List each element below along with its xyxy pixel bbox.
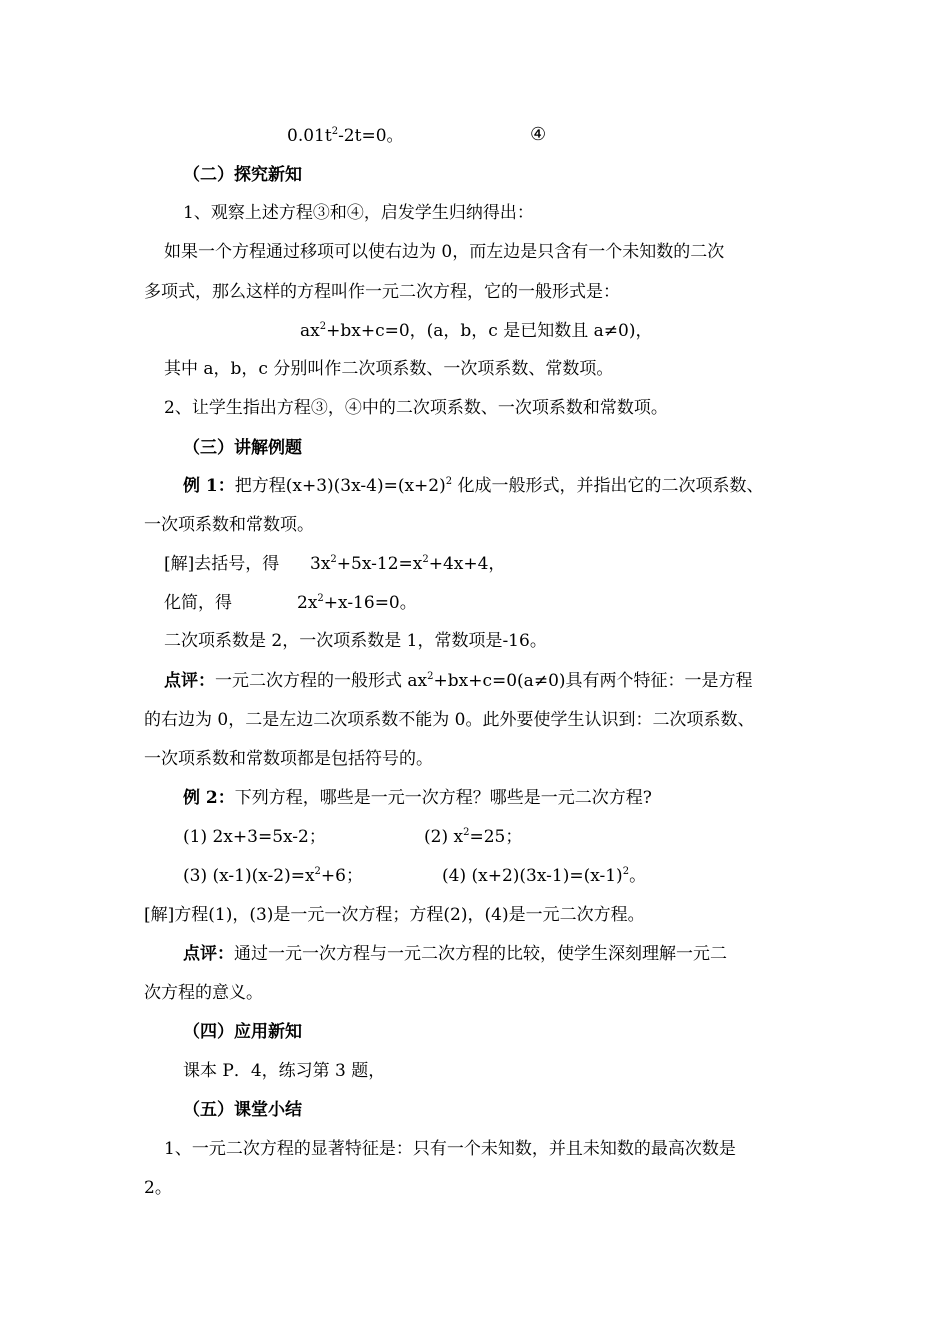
example-1-line: 例 1：把方程$(x+3)(3x-4)=(x+2)^2$ 化成一般形式，并指出它的二次项系数、 [183,476,764,496]
equation-item-3: (3) $(x-1)(x-2)=x^2+6$； [183,866,363,886]
comment-1-line: 点评：一元二次方程的一般形式 $ax^2+bx+c=0(a\ne 0)$具有两个特征：一是方程 [164,671,753,691]
solution-step-1: [解]去括号，得 [164,554,280,574]
solution-step-2: 化简，得 [164,593,232,613]
paragraph-line: 次方程的意义。 [144,983,263,1003]
equation-4-line [287,124,404,148]
equation-marker: ④ [530,124,547,145]
paragraph-line: 其中 a，b，c 分别叫作二次项系数、一次项系数、常数项。 [164,359,614,379]
paragraph-line: 多项式，那么这样的方程叫作一元二次方程，它的一般形式是： [144,282,620,302]
example-label: 例 1： [183,476,235,496]
paragraph-line: 2。 [144,1178,172,1198]
section-heading-5: （五）课堂小结 [183,1100,302,1120]
paragraph-line: 一次项系数和常数项都是包括符号的。 [144,749,433,769]
example-2-line: 例 2：下列方程，哪些是一元一次方程？哪些是一元二次方程? [183,788,652,808]
equation-item-1: (1) 2x+3=5x-2； [183,827,326,847]
paragraph-line: 如果一个方程通过移项可以使右边为 0，而左边是只含有一个未知数的二次 [164,242,725,262]
comment-label: 点评： [164,671,215,691]
section-heading-3: （三）讲解例题 [183,438,302,458]
paragraph-line: 1、一元二次方程的显著特征是：只有一个未知数，并且未知数的最高次数是 [164,1139,736,1159]
comment-2-line: 点评：通过一元一次方程与一元二次方程的比较，使学生深刻理解一元二 [183,944,727,964]
paragraph-line: 2、让学生指出方程③，④中的二次项系数、一次项系数和常数项。 [164,398,668,418]
section-heading-4: （四）应用新知 [183,1022,302,1042]
paragraph-line: 1、观察上述方程③和④，启发学生归纳得出： [183,203,534,223]
equation-item-4: (4) $(x+2)(3x-1)=(x-1)^2$。 [442,866,647,886]
equation-4: $0.01t^2-2t=0$。 [287,126,404,146]
solution-step-2-equation: $2x^2+x-16=0$。 [297,593,417,613]
general-form-equation: $ax^2+bx+c=0$，(a，b，c 是已知数且 a≠0)， [300,321,653,341]
example-label: 例 2： [183,788,235,808]
paragraph-line: [解]方程(1)，(3)是一元一次方程；方程(2)，(4)是一元二次方程。 [144,905,645,925]
comment-label: 点评： [183,944,234,964]
paragraph-line: 二次项系数是 2，一次项系数是 1，常数项是-16。 [164,631,547,651]
paragraph-line: 的右边为 0，二是左边二次项系数不能为 0。此外要使学生认识到：二次项系数、 [144,710,755,730]
paragraph-line: 课本 P．4，练习第 3 题， [183,1061,386,1081]
equation-item-2: (2) $x^2=25$； [424,827,523,847]
solution-step-1-equation: $3x^2+5x-12=x^2+4x+4$， [310,554,506,574]
section-heading-2: （二）探究新知 [183,165,302,185]
paragraph-line: 一次项系数和常数项。 [144,515,314,535]
